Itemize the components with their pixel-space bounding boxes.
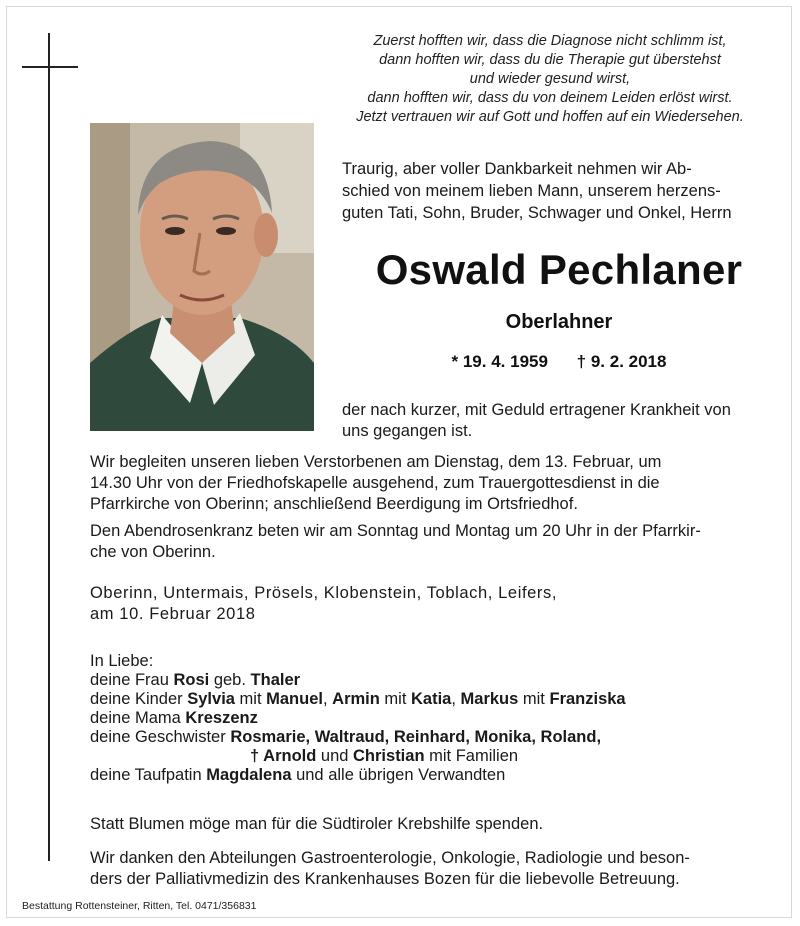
date-line: am 10. Februar 2018 xyxy=(90,605,256,623)
cross-icon xyxy=(48,33,50,861)
poem-line: dann hofften wir, dass du die Therapie gut überstehst xyxy=(379,52,721,68)
mourner-mother: deine Mama Kreszenz xyxy=(90,709,258,727)
mourner-children: deine Kinder Sylvia mit Manuel, Armin mit Katia, Markus mit Franziska xyxy=(90,690,626,708)
poem-line: Zuerst hofften wir, dass die Diagnose nicht schlimm ist, xyxy=(373,33,727,49)
rosary-line: che von Oberinn. xyxy=(90,543,216,561)
intro-line: Traurig, aber voller Dankbarkeit nehmen wir Ab- xyxy=(342,160,692,178)
deceased-name: Oswald Pechlaner xyxy=(375,246,743,293)
intro-line: schied von meinem lieben Mann, unserem herzens- xyxy=(342,182,721,200)
places-line: Oberinn, Untermais, Prösels, Klobenstein, Toblach, Leifers, xyxy=(90,584,558,602)
house-name: Oberlahner xyxy=(505,311,613,333)
intro-line: guten Tati, Sohn, Bruder, Schwager und Onkel, Herrn xyxy=(342,204,732,222)
poem-line: und wieder gesund wirst, xyxy=(469,71,631,87)
funeral-line: Wir begleiten unseren lieben Verstorbenen am Dienstag, dem 13. Februar, um xyxy=(90,453,662,471)
after-line: uns gegangen ist. xyxy=(342,422,473,440)
funeral-details xyxy=(90,452,661,515)
poem-line: dann hofften wir, dass du von deinem Leiden erlöst wirst. xyxy=(367,90,733,106)
after-line: der nach kurzer, mit Geduld ertragener Krankheit von xyxy=(342,401,731,419)
birth-date: * 19. 4. 1959 xyxy=(451,352,548,371)
thanks-text xyxy=(90,848,690,890)
thanks-line: ders der Palliativmedizin des Krankenhauses Bozen für die liebevolle Betreuung. xyxy=(90,870,680,888)
mourner-siblings-cont: † Arnold und Christian mit Familien xyxy=(250,747,519,765)
donation-note: Statt Blumen möge man für die Südtiroler Krebshilfe spenden. xyxy=(90,815,544,833)
funeral-home-footer: Bestattung Rottensteiner, Ritten, Tel. 0471/356831 xyxy=(22,900,257,912)
poem xyxy=(320,32,780,127)
life-dates xyxy=(324,352,794,372)
funeral-line: 14.30 Uhr von der Friedhofskapelle ausgehend, zum Trauergottesdienst in die xyxy=(90,474,660,492)
thanks-line: Wir danken den Abteilungen Gastroenterologie, Onkologie, Radiologie und beson- xyxy=(90,849,690,867)
places-and-date xyxy=(90,583,557,625)
after-name-text xyxy=(342,400,731,442)
mourner-siblings: deine Geschwister Rosmarie, Waltraud, Reinhard, Monika, Roland, xyxy=(90,728,602,746)
mourner-wife: deine Frau Rosi geb. Thaler xyxy=(90,671,301,689)
poem-line: Jetzt vertrauen wir auf Gott und hoffen auf ein Wiedersehen. xyxy=(356,109,744,125)
rosary-line: Den Abendrosenkranz beten wir am Sonntag und Montag um 20 Uhr in der Pfarrkir- xyxy=(90,522,701,540)
death-date: † 9. 2. 2018 xyxy=(576,352,667,371)
intro-text xyxy=(342,158,772,224)
rosary-details xyxy=(90,521,701,563)
mourners-heading: In Liebe: xyxy=(90,652,154,670)
portrait-photo xyxy=(90,123,314,431)
cross-icon-bar xyxy=(22,66,78,68)
funeral-line: Pfarrkirche von Oberinn; anschließend Beerdigung im Ortsfriedhof. xyxy=(90,495,578,513)
mourner-godmother: deine Taufpatin Magdalena und alle übrigen Verwandten xyxy=(90,766,506,784)
mourners-list xyxy=(90,652,626,785)
